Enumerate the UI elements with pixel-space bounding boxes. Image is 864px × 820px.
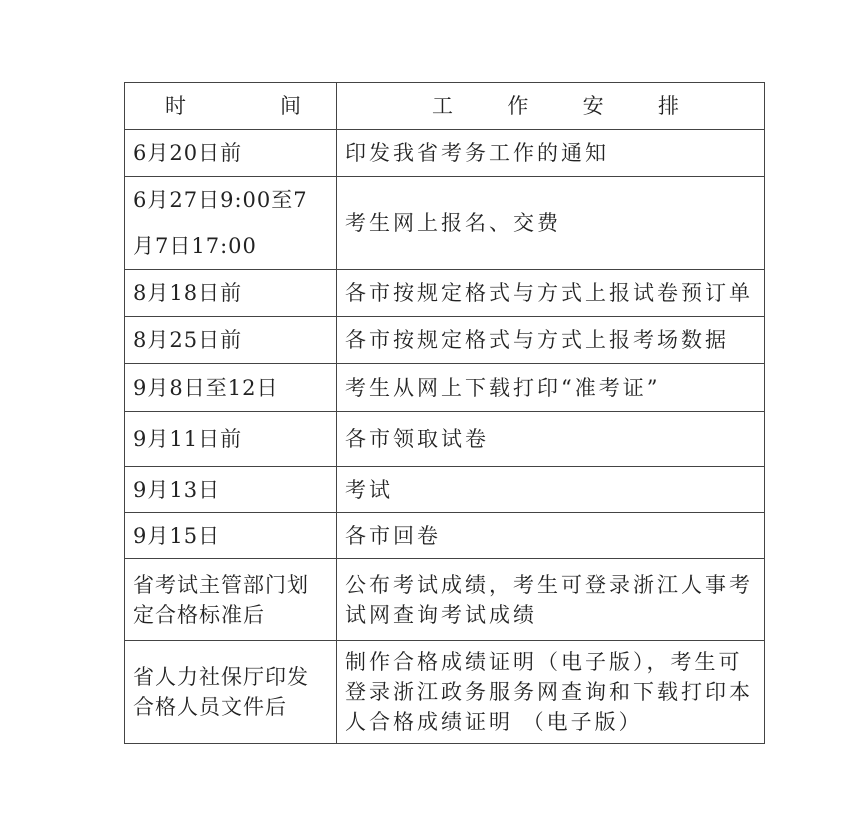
header-time xyxy=(125,83,337,130)
table-row xyxy=(125,177,765,270)
time-cell: 9月11日前 xyxy=(125,412,337,467)
task-cell: 印发我省考务工作的通知 xyxy=(337,130,765,177)
header-char: 作 xyxy=(507,94,529,118)
task-cell: 各市领取试卷 xyxy=(337,412,765,467)
time-cell: 省考试主管部门划定合格标准后 xyxy=(125,559,337,641)
task-cell: 考生从网上下载打印“准考证” xyxy=(337,364,765,412)
header-char: 排 xyxy=(657,94,679,118)
task-cell: 考生网上报名、交费 xyxy=(337,177,765,270)
header-char: 工 xyxy=(432,94,453,118)
time-cell: 6月27日9:00至7月7日17:00 xyxy=(125,177,337,270)
header-char: 间 xyxy=(280,94,301,118)
header-work xyxy=(337,83,765,130)
task-cell: 考试 xyxy=(337,467,765,513)
time-cell: 8月25日前 xyxy=(125,317,337,364)
table-row xyxy=(125,364,765,412)
time-cell: 省人力社保厅印发合格人员文件后 xyxy=(125,641,337,744)
task-cell: 各市回卷 xyxy=(337,513,765,559)
time-cell: 6月20日前 xyxy=(125,130,337,177)
time-cell: 9月13日 xyxy=(125,467,337,513)
table-row xyxy=(125,467,765,513)
header-char: 时 xyxy=(165,94,186,118)
table-row xyxy=(125,641,765,744)
table-row xyxy=(125,559,765,641)
task-cell: 各市按规定格式与方式上报试卷预订单 xyxy=(337,270,765,317)
time-cell: 9月15日 xyxy=(125,513,337,559)
task-cell: 各市按规定格式与方式上报考场数据 xyxy=(337,317,765,364)
task-cell: 制作合格成绩证明（电子版），考生可登录浙江政务服务网查询和下载打印本人合格成绩证明 （电子版） xyxy=(337,641,765,744)
table-row xyxy=(125,130,765,177)
header-char: 安 xyxy=(582,94,604,118)
table-row xyxy=(125,317,765,364)
table-header-row xyxy=(125,83,765,130)
time-cell: 9月8日至12日 xyxy=(125,364,337,412)
table-row xyxy=(125,412,765,467)
table-row xyxy=(125,513,765,559)
schedule-table xyxy=(124,82,765,744)
table-row xyxy=(125,270,765,317)
time-cell: 8月18日前 xyxy=(125,270,337,317)
task-cell: 公布考试成绩，考生可登录浙江人事考试网查询考试成绩 xyxy=(337,559,765,641)
